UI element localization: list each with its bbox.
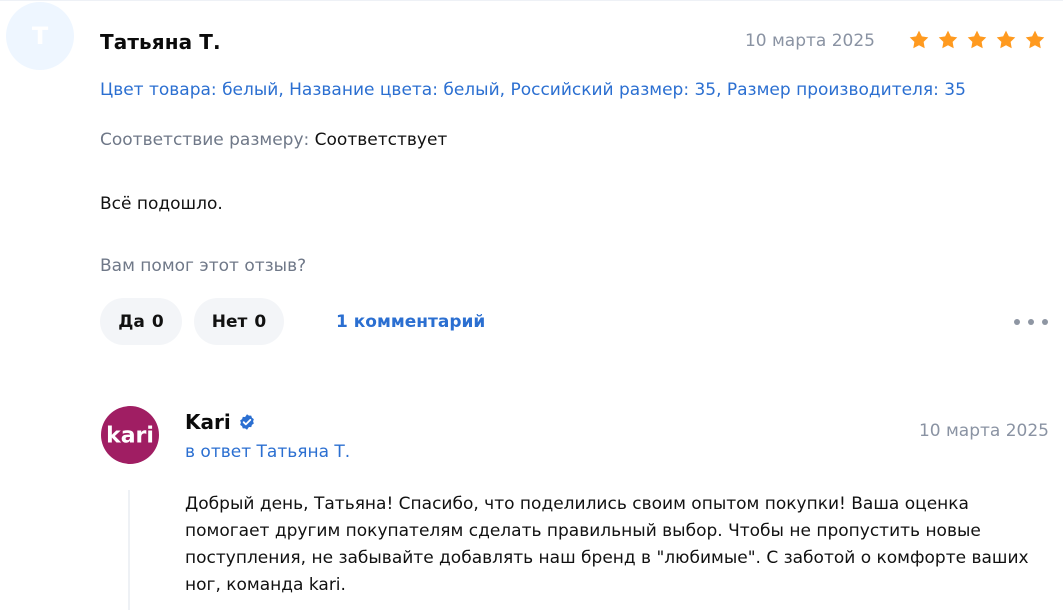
brand-name-row — [185, 410, 256, 434]
review-text: Всё подошло. — [100, 194, 223, 214]
size-fit-label: Соответствие размеру: — [100, 130, 310, 150]
helpful-yes-count: 0 — [151, 311, 164, 332]
variant-info: Цвет товара: белый, Название цвета: белый, Российский размер: 35, Размер производителя: 35 — [100, 80, 966, 100]
reply-to-link[interactable]: в ответ Татьяна Т. — [185, 442, 351, 462]
comments-link[interactable]: 1 комментарий — [336, 312, 486, 332]
star-icon — [936, 28, 960, 52]
star-icon — [1023, 28, 1047, 52]
reviewer-name: Татьяна Т. — [100, 30, 221, 54]
size-fit-row — [100, 129, 447, 151]
verified-check-icon — [238, 413, 256, 431]
helpful-no-button[interactable] — [194, 298, 284, 345]
thread-divider — [128, 490, 130, 610]
helpful-question: Вам помог этот отзыв? — [100, 256, 307, 276]
more-dot — [1014, 319, 1020, 325]
top-divider — [0, 0, 1063, 1]
more-dot — [1042, 319, 1048, 325]
star-icon — [965, 28, 989, 52]
review-date: 10 марта 2025 — [744, 31, 875, 51]
helpful-no-label: Нет — [211, 311, 248, 332]
helpful-yes-label: Да — [118, 311, 145, 332]
reply-date: 10 марта 2025 — [918, 421, 1049, 441]
brand-logo — [101, 406, 159, 464]
reply-text: Добрый день, Татьяна! Спасибо, что поделились своим опытом покупки! Ваша оценка помогает другим покупателям сделать правильный выбор. Чтобы не пропустить новые поступления, не забывайте добавлять наш бренд в "любимые". С заботой о комфорте ваших ног, команда kari. — [185, 494, 1029, 595]
brand-logo-text: kari — [106, 423, 154, 449]
helpful-no-count: 0 — [254, 311, 267, 332]
avatar: Т — [6, 2, 74, 70]
star-rating — [907, 28, 1047, 52]
size-fit-value: Соответствует — [314, 130, 448, 150]
more-dot — [1028, 319, 1034, 325]
star-icon — [994, 28, 1018, 52]
brand-name: Kari — [185, 410, 231, 434]
star-icon — [907, 28, 931, 52]
more-horizontal-icon[interactable] — [1014, 312, 1048, 332]
helpful-yes-button[interactable] — [100, 298, 182, 345]
